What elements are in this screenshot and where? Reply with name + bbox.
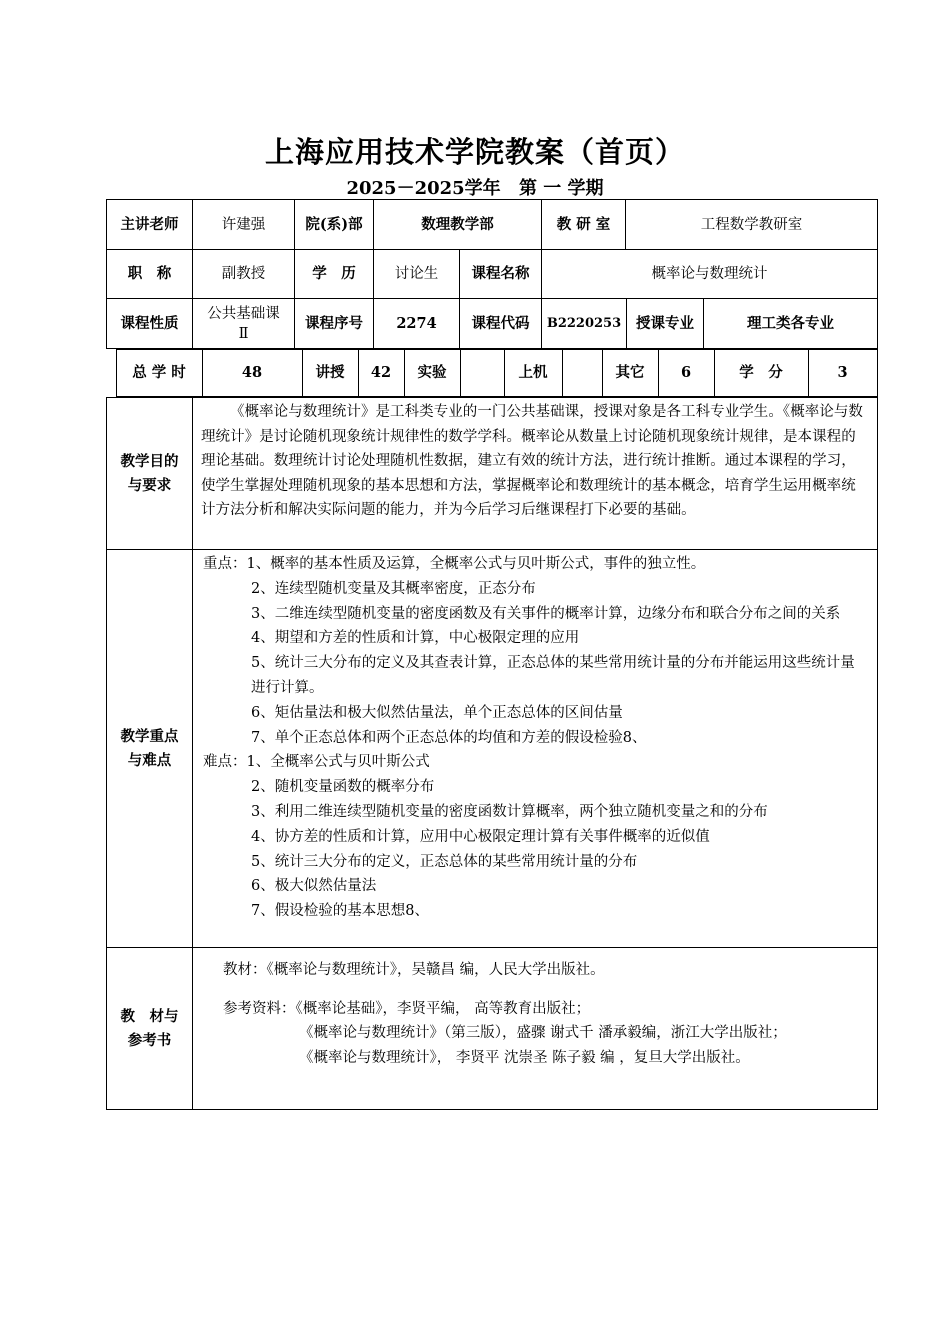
position-value: 副教授: [193, 250, 295, 299]
lecturer-label: 主讲老师: [107, 200, 193, 250]
course-name-value: 概率论与数理统计: [542, 250, 878, 299]
difficulty-item: 5、统计三大分布的定义，正态总体的某些常用统计量的分布: [251, 853, 638, 870]
difficulty-item: 6、极大似然估量法: [251, 878, 377, 895]
keypoints-label: 教学重点与难点: [107, 550, 193, 948]
lecture-value: 42: [358, 350, 404, 397]
lab-value: [460, 350, 504, 397]
degree-value: 讨论生: [374, 250, 460, 299]
reference-item: 《概率论与数理统计》（第三版），盛骤 谢式千 潘承毅编，浙江大学出版社；: [299, 1025, 787, 1041]
nature-label: 课程性质: [107, 299, 193, 349]
difficulty-item: 4、协方差的性质和计算，应用中心极限定理计算有关事件概率的近似值: [251, 828, 710, 845]
total-hours-value: 48: [202, 350, 302, 397]
difficulty-item: 2、随机变量函数的概率分布: [251, 779, 435, 796]
office-label: 教 研 室: [542, 200, 626, 250]
degree-label: 学 历: [295, 250, 374, 299]
code-value: B2220253: [546, 315, 622, 331]
other-value: 6: [658, 350, 714, 397]
nature-value: 公共基础课Ⅱ: [193, 299, 295, 349]
page-title: 上海应用技术学院教案（首页）: [264, 135, 685, 169]
total-hours-label: 总 学 时: [116, 350, 202, 397]
content-table: [106, 397, 878, 1110]
goals-text: 《概率论与数理统计》是工科类专业的一门公共基础课，授课对象是各工科专业学生。《概率论与数理统计》是讨论随机现象统计规律性的数学学科。概率论从数量上讨论随机现象统计规律，是本课程的理论基础。数理统计讨论处理随机性数据，建立有效的统计方法，进行统计推断。通过本课程的学习，使学生掌握处理随机现象的基本思想和方法，掌握概率论和数理统计的基本概念，培育学生运用概率统计方法分析和解决实际问题的能力，并为今后学习后继课程打下必要的基础。: [193, 398, 878, 550]
credit-label: 学 分: [714, 350, 808, 397]
focus-item: 4、期望和方差的性质和计算，中心极限定理的应用: [251, 630, 580, 647]
semester: 第 一 学期: [518, 178, 604, 199]
lab-label: 实验: [404, 350, 460, 397]
dept-label: 院(系)部: [295, 200, 374, 250]
keypoints-list: [193, 550, 878, 948]
references-list: [193, 948, 878, 1110]
code-label: 课程代码: [460, 299, 542, 349]
focus-item: 6、矩估量法和极大似然估量法，单个正态总体的区间估量: [251, 704, 623, 721]
year-range: 2025－2025学年: [346, 178, 501, 199]
code-major-cell: [542, 299, 878, 349]
computer-value: [562, 350, 602, 397]
focus-item: 3、二维连续型随机变量的密度函数及有关事件的概率计算，边缘分布和联合分布之间的关系: [251, 605, 841, 622]
position-label: 职 称: [107, 250, 193, 299]
focus-item: 7、单个正态总体和两个正态总体的均值和方差的假设检验8、: [251, 729, 647, 746]
focus-item: 5、统计三大分布的定义及其查表计算，正态总体的某些常用统计量的分布并能运用这些统计量进行计算。: [251, 655, 855, 696]
seq-value: 2274: [374, 299, 460, 349]
lecture-label: 讲授: [302, 350, 358, 397]
textbook: 教材：《概率论与数理统计》，吴赣昌 编，人民大学出版社。: [223, 962, 605, 978]
focus-item: 2、连续型随机变量及其概率密度，正态分布: [251, 580, 536, 597]
semester-line: [0, 174, 950, 200]
difficulty-item: 7、假设检验的基本思想8、: [251, 903, 429, 920]
major-value: 理工类各专业: [747, 314, 834, 332]
difficulty-item: 3、利用二维连续型随机变量的密度函数计算概率，两个独立随机变量之和的分布: [251, 803, 768, 820]
hours-table: [106, 349, 878, 397]
office-value: 工程数学教研室: [626, 200, 878, 250]
course-name-label: 课程名称: [460, 250, 542, 299]
difficulty-intro: 难点：1、全概率公式与贝叶斯公式: [203, 754, 430, 771]
reference-item: 《概率论与数理统计》， 李贤平 沈崇圣 陈子毅 编 ，复旦大学出版社。: [299, 1049, 750, 1066]
lecturer-value: 许建强: [193, 200, 295, 250]
reference-intro: 参考资料：《概率论基础》，李贤平编， 高等教育出版社；: [223, 1000, 591, 1017]
references-label: 教 材与参考书: [107, 948, 193, 1110]
computer-label: 上机: [504, 350, 562, 397]
other-label: 其它: [602, 350, 658, 397]
focus-intro: 重点：1、概率的基本性质及运算，全概率公式与贝叶斯公式，事件的独立性。: [203, 556, 706, 572]
credit-value: 3: [808, 350, 877, 397]
goals-label: 教学目的与要求: [107, 398, 193, 550]
course-info-table: [106, 199, 878, 349]
major-label: 授课专业: [626, 299, 704, 348]
seq-label: 课程序号: [295, 299, 374, 349]
dept-value: 数理教学部: [374, 200, 542, 250]
